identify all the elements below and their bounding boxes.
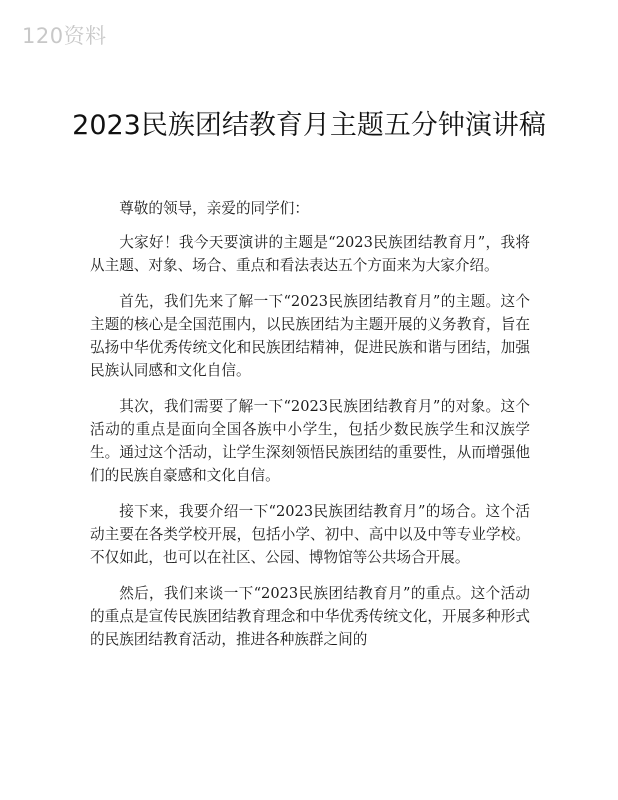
theme-paragraph: 首先，我们先来了解一下“2023民族团结教育月”的主题。这个主题的核心是全国范围内，以民族团结为主题开展的义务教育，旨在弘扬中华优秀传统文化和民族团结精神，促进民族和谐与团结，加强民族认同感和文化自信。 — [90, 293, 530, 379]
intro-paragraph: 大家好！我今天要演讲的主题是“2023民族团结教育月”，我将从主题、对象、场合、重点和看法表达五个方面来为大家介绍。 — [90, 234, 530, 274]
document-title: 2023民族团结教育月主题五分钟演讲稿 — [72, 110, 546, 141]
watermark-logo: 120资料 — [22, 24, 107, 48]
audience-paragraph: 其次，我们需要了解一下“2023民族团结教育月”的对象。这个活动的重点是面向全国各族中小学生，包括少数民族学生和汉族学生。通过这个活动，让学生深刻领悟民族团结的重要性，从而增强他们的民族自豪感和文化自信。 — [90, 398, 530, 484]
focus-paragraph: 然后，我们来谈一下“2023民族团结教育月”的重点。这个活动的重点是宣传民族团结教育理念和中华优秀传统文化，开展多种形式的民族团结教育活动，推进各种族群之间的 — [90, 585, 530, 648]
document-body — [90, 197, 530, 664]
salutation-paragraph: 尊敬的领导，亲爱的同学们： — [119, 200, 309, 217]
venue-paragraph: 接下来，我要介绍一下“2023民族团结教育月”的场合。这个活动主要在各类学校开展，包括小学、初中、高中以及中等专业学校。不仅如此，也可以在社区、公园、博物馆等公共场合开展。 — [90, 503, 530, 566]
